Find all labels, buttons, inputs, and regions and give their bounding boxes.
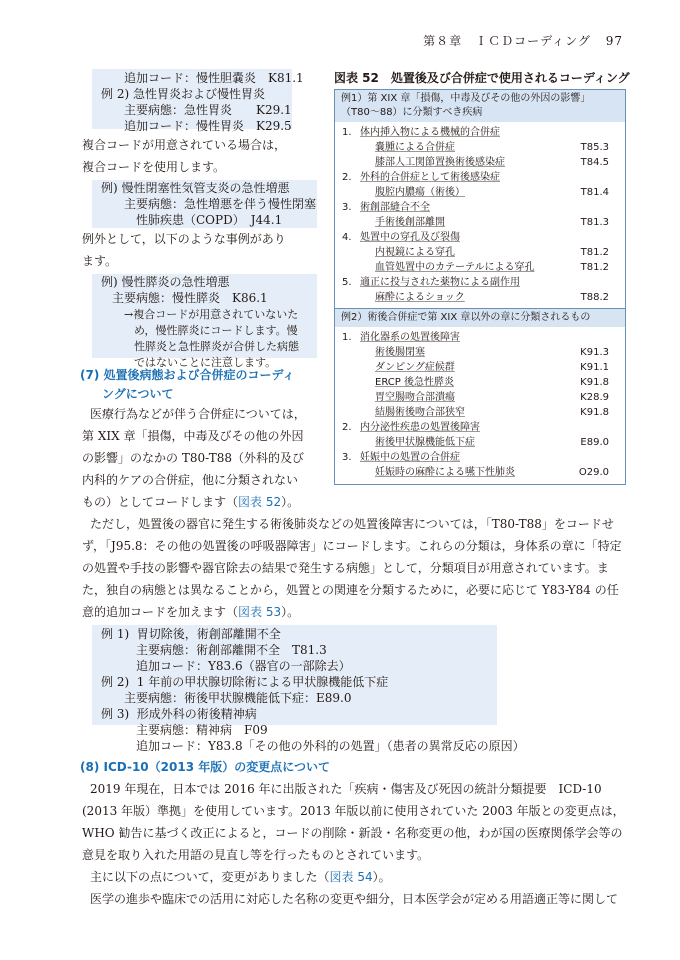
paragraph-line: ただし，処置後の器官に発生する術後肺炎などの処置後障害については，「T80-T88」をコードせ: [90, 517, 614, 531]
example-line: 追加コード：Y83.8「その他の外科的の処置」（患者の異常反応の原因）: [136, 739, 525, 753]
paragraph-line: WHO 勧告に基づく改正によると，コードの削除・新設・名称変更の他，わが国の医療関係学会等の: [82, 826, 623, 840]
example-line: 主要病態：急性増悪を伴う慢性閉塞: [124, 197, 317, 211]
example-line: 急性胃炎および慢性胃炎: [132, 87, 265, 101]
table-row-heading: [335, 275, 625, 290]
paragraph-text: 意的追加コードを加えます（: [82, 605, 239, 619]
row-heading-text: 妊娠中の処置の合併症: [360, 452, 460, 463]
example-line: 性肺疾患（COPD） J44.1: [136, 213, 283, 227]
figure-52-title: 図表 52 処置後及び合併症で使用されるコーディング: [334, 71, 630, 85]
row-item-text: 内視鏡による穿孔: [375, 247, 455, 258]
paragraph-line: ます。: [82, 254, 118, 268]
example-line: 慢性閉塞性気管支炎の急性増悪: [121, 181, 290, 195]
row-heading-text: 内分泌性疾患の処置後障害: [360, 422, 480, 433]
paragraph-line: 第 XIX 章「損傷，中毒及びその他の外因: [82, 429, 304, 443]
example-label-text: 例 2): [101, 87, 130, 101]
table-row: [335, 405, 625, 420]
table-row: [335, 140, 625, 155]
example-label: [101, 86, 265, 103]
table-row-heading: [335, 330, 625, 345]
section-heading-8: [80, 758, 330, 775]
row-item-text: 血管処置中のカテーテルによる穿孔: [375, 262, 535, 273]
example-line: め，慢性膵炎にコードします。慢: [134, 324, 298, 337]
paragraph-line: の処置や手技の影響や器官除去の結果で発生する病態」として，分類項目が用意されています。ま: [82, 561, 609, 575]
row-code: T81.4: [580, 187, 609, 198]
paragraph-line: [82, 601, 299, 623]
example-label-text: 例 1): [101, 627, 130, 641]
table-row-heading: [335, 420, 625, 435]
row-code: K28.9: [580, 392, 609, 403]
section-heading-7: [80, 366, 295, 383]
table-group-2: [335, 330, 625, 480]
table-row: [335, 185, 625, 200]
row-heading-text: 術創部縫合不全: [360, 202, 430, 213]
row-code: T84.5: [580, 157, 609, 168]
row-number: 2.: [342, 422, 352, 433]
row-item-text: 腹腔内膿瘍（術後）: [375, 187, 465, 198]
example-text: 胃切除後，術創部離開不全: [136, 627, 281, 641]
example-line: 慢性膵炎の急性増悪: [121, 275, 230, 289]
example-line: 主要病態：急性胃炎 K29.1: [124, 103, 292, 117]
row-item-text: 術後腸閉塞: [375, 347, 425, 358]
example-line: 主要病態：術創部離開不全 T81.3: [136, 643, 327, 657]
row-code: K91.3: [580, 347, 609, 358]
example-line: 性膵炎と急性膵炎が合併した病態: [134, 340, 299, 353]
figure-52-table: [334, 89, 626, 485]
row-number: 5.: [342, 277, 352, 288]
row-item-text: 嚢腫による合併症: [375, 142, 455, 153]
table-band-example2: 例2）術後合併症で第 XIX 章以外の章に分類されるもの: [335, 308, 625, 327]
paragraph-line: [82, 491, 299, 513]
table-row-heading: [335, 450, 625, 465]
example-line: [101, 674, 388, 691]
table-row-heading: [335, 200, 625, 215]
paragraph-line: [90, 866, 391, 888]
example-line: [101, 626, 281, 643]
table-row: [335, 465, 625, 480]
page-number: 97: [605, 34, 623, 48]
band-line: 例1）第 XIX 章「損傷，中毒及びその他の外因の影響」: [341, 93, 591, 104]
row-number: 2.: [342, 172, 352, 183]
table-row: [335, 375, 625, 390]
table-row: [335, 290, 625, 305]
paragraph-line: 意見を取り入れた用語の見直し等を行ったものとされています。: [82, 848, 430, 862]
example-line: 主要病態：精神病 F09: [136, 723, 268, 737]
paragraph-line: た，独自の病態とは異なることから，処置との関連を分類するために，必要に応じて Y83-Y84 の任: [82, 583, 619, 597]
example-line: [101, 706, 257, 723]
row-item-text: 結腸術後吻合部狭窄: [375, 407, 465, 418]
example-label-text: 例): [101, 181, 118, 195]
paragraph-text: もの）としてコードします（: [82, 495, 239, 509]
row-code: E89.0: [580, 437, 609, 448]
example-text: 1 年前の甲状腺切除術による甲状腺機能低下症: [136, 675, 389, 689]
example-line: 主要病態：慢性膵炎 K86.1: [112, 291, 268, 305]
row-heading-text: 体内挿入物による機械的合併症: [360, 127, 500, 138]
table-row: [335, 245, 625, 260]
row-code: O29.0: [578, 467, 609, 478]
section-title: ICD-10（2013 年版）の変更点について: [103, 760, 330, 774]
table-row: [335, 435, 625, 450]
row-number: 4.: [342, 232, 352, 243]
example-line: →複合コードが用意されていないた: [124, 308, 299, 321]
row-number: 3.: [342, 202, 352, 213]
paragraph-line: の影響」のなかの T80-T88（外科的及び: [82, 451, 304, 465]
band-line: （T80～88）に分類すべき疾病: [341, 107, 483, 118]
row-item-text: 術後甲状腺機能低下症: [375, 437, 475, 448]
table-row: [335, 345, 625, 360]
figure-ref-link[interactable]: 図表 52: [238, 495, 282, 509]
section-number: (7): [80, 368, 100, 382]
paragraph-text: ）。: [281, 495, 300, 509]
example-line: 追加コード：慢性胆嚢炎 K81.1: [124, 71, 304, 85]
paragraph-line: 2019 年現在，日本では 2016 年に出版された「疾病・傷害及び死因の統計分類提要 ICD-10: [90, 782, 602, 796]
table-group-1: [335, 125, 625, 305]
row-code: T88.2: [580, 292, 609, 303]
paragraph-text: ）。: [281, 605, 300, 619]
table-band-example1: [335, 90, 625, 122]
example-line: 追加コード：慢性胃炎 K29.5: [124, 119, 292, 133]
row-item-text: ダンピング症候群: [375, 362, 455, 373]
example-line: 主要病態：術後甲状腺機能低下症：E89.0: [124, 691, 352, 705]
paragraph-line: (2013 年版）準拠」を使用しています。2013 年版以前に使用されていた 2003 年版との変更点は，: [82, 804, 625, 818]
row-number: 1.: [342, 127, 352, 138]
row-code: T85.3: [580, 142, 609, 153]
row-code: K91.8: [580, 407, 609, 418]
section-title: 処置後病態および合併症のコーディ: [103, 368, 295, 382]
paragraph-line: 例外として，以下のような事例があり: [82, 232, 286, 246]
table-row-heading: [335, 170, 625, 185]
paragraph-text: 主に以下の点について，変更がありました（: [90, 870, 330, 884]
chapter-title: 第８章 ＩＣＤコーディング: [423, 34, 591, 48]
row-item-text: 麻酔によるショック: [375, 292, 465, 303]
row-code: T81.3: [580, 217, 609, 228]
row-heading-text: 外科的合併症として術後感染症: [360, 172, 500, 183]
row-code: K91.8: [580, 377, 609, 388]
paragraph-line: 複合コードを使用します。: [82, 160, 226, 174]
row-number: 3.: [342, 452, 352, 463]
paragraph-line: 医学の進歩や臨床での活用に対応した名称の変更や細分，日本医学会が定める用語適正等に関して: [90, 892, 619, 906]
row-number: 1.: [342, 332, 352, 343]
section-title-cont: ングについて: [102, 387, 174, 401]
row-item-text: 膝部人工関節置換術後感染症: [375, 157, 505, 168]
row-heading-text: 適正に投与された薬物による副作用: [360, 277, 520, 288]
table-row-heading: [335, 230, 625, 245]
example-label-text: 例 3): [101, 707, 130, 721]
row-item-text: 胃空腸吻合部潰瘍: [375, 392, 455, 403]
row-item-text: 妊娠時の麻酔による嚥下性肺炎: [375, 467, 515, 478]
table-row: [335, 215, 625, 230]
row-heading-text: 消化器系の処置後障害: [360, 332, 460, 343]
table-row: [335, 390, 625, 405]
table-row: [335, 260, 625, 275]
table-row: [335, 155, 625, 170]
example-line: 追加コード：Y83.6（器官の一部除去）: [136, 659, 351, 673]
row-item-text: 手術後創部離開: [375, 217, 445, 228]
example-line: ではないことに注意します。: [134, 356, 277, 369]
paragraph-line: 医療行為などが伴う合併症については，: [90, 407, 306, 421]
figure-ref-link[interactable]: 図表 54: [329, 870, 373, 884]
example-text: 形成外科の術後精神病: [136, 707, 257, 721]
row-heading-text: 処置中の穿孔及び裂傷: [360, 232, 460, 243]
example-pancreas-title: [101, 274, 230, 291]
running-header: [423, 32, 623, 49]
figure-ref-link[interactable]: 図表 53: [238, 605, 282, 619]
row-code: K91.1: [580, 362, 609, 373]
example-label-text: 例 2): [101, 675, 130, 689]
example-copd-title: [101, 180, 290, 197]
row-code: T81.2: [580, 262, 609, 273]
table-row: [335, 360, 625, 375]
paragraph-line: 内科的ケアの合併症，他に分類されない: [82, 473, 299, 487]
table-row-heading: [335, 125, 625, 140]
paragraph-text: ）。: [372, 870, 391, 884]
paragraph-line: 複合コードが用意されている場合は，: [82, 138, 287, 152]
row-item-text: ERCP 後急性膵炎: [375, 377, 454, 388]
example-label-text: 例): [101, 275, 118, 289]
section-number: (8): [80, 760, 100, 774]
row-code: T81.2: [580, 247, 609, 258]
paragraph-line: ず，「J95.8：その他の処置後の呼吸器障害」にコードします。これらの分類は，身体系の章に「特定: [82, 539, 622, 553]
